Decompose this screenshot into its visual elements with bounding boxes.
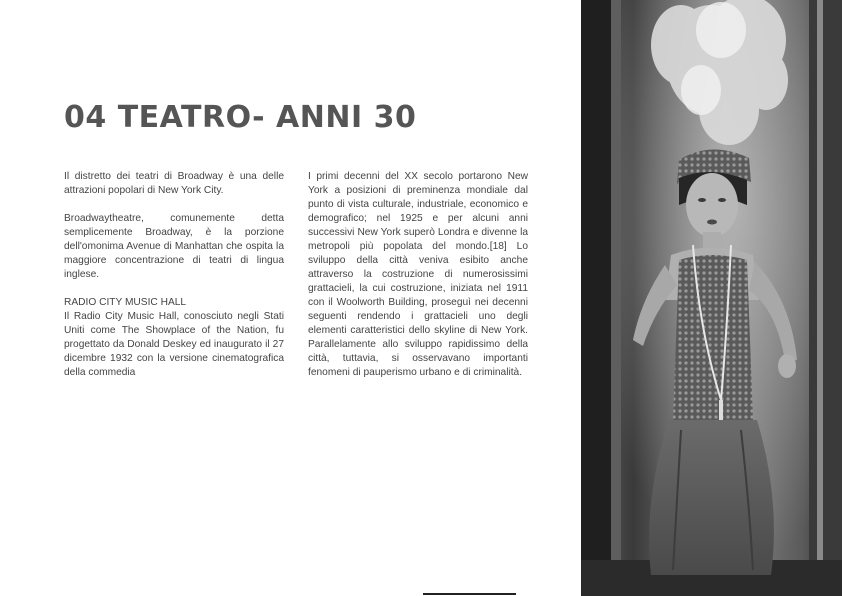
radio-city-paragraph: Il Radio City Music Hall, conosciuto negli Stati Uniti come The Showplace of the Nation, fu progettato da Donald Deskey ed inaugurato il 27 dicembre 1932 con la versione cinematografica della commedia bbox=[64, 311, 284, 378]
footer-rule bbox=[423, 593, 516, 595]
page-title: 04 TEATRO- ANNI 30 bbox=[64, 100, 417, 135]
showgirl-photo bbox=[581, 0, 842, 596]
broadway-paragraph: Broadwaytheatre, comunemente detta semplicemente Broadway, è la porzione dell'omonima Avenue di Manhattan che ospita la maggiore concentrazione di teatri di lingua inglese. bbox=[64, 213, 284, 280]
right-text-column bbox=[308, 170, 528, 394]
left-text-column bbox=[64, 170, 284, 380]
history-paragraph: I primi decenni del XX secolo portarono New York a posizioni di preminenza mondiale dal punto di vista culturale, industriale, economico e demografico; nel 1925 e per alcuni anni successivi New York superò Londra e divenne la metropoli più popolata del mondo.[18] Lo sviluppo della città veniva esibito anche attraverso la costruzione di numerosissimi grattacieli, la cui costruzione, iniziata nel 1911 con il Woolworth Building, proseguì nei decenni seguenti rendendo i grattacieli uno degli elementi caratteristici dello skyline di New York. Parallelamente allo sviluppo rapidissimo della città, tuttavia, si osservavano importanti fenomeni di pauperismo urbano e di criminalità. bbox=[308, 171, 528, 378]
section-heading: RADIO CITY MUSIC HALL bbox=[64, 297, 187, 308]
intro-paragraph: Il distretto dei teatri di Broadway è una delle attrazioni popolari di New York City. bbox=[64, 171, 284, 196]
